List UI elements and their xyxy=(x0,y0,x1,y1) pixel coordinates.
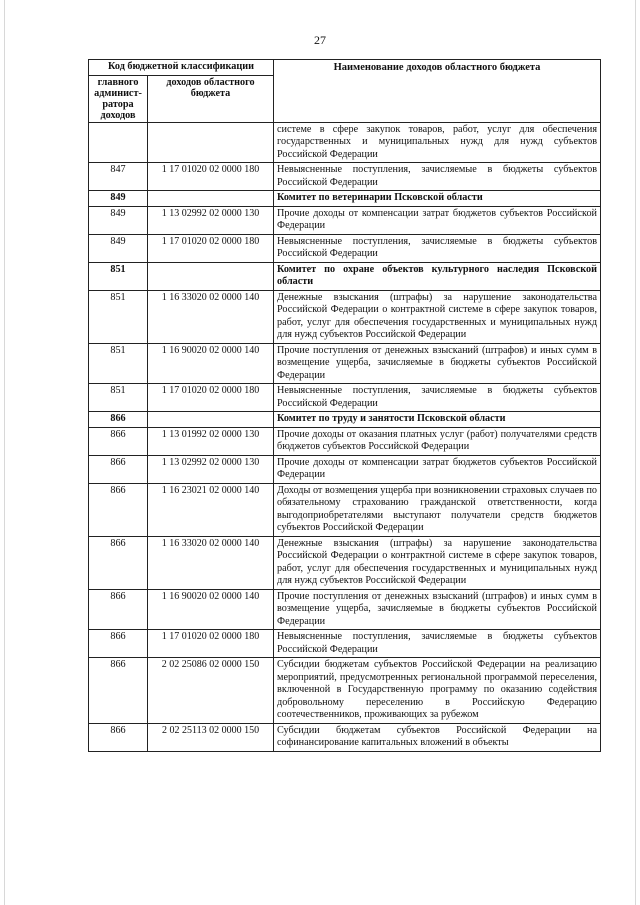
income-name-cell: Прочие доходы от оказания платных услуг (работ) получателями средств бюджетов субъектов Российской Федерации xyxy=(274,427,601,455)
income-name-cell: Прочие доходы от компенсации затрат бюджетов субъектов Российской Федерации xyxy=(274,455,601,483)
budget-code-cell: 1 17 01020 02 0000 180 xyxy=(148,234,274,262)
budget-code-cell: 1 13 01992 02 0000 130 xyxy=(148,427,274,455)
scan-edge-left xyxy=(4,0,5,905)
department-row xyxy=(89,262,601,290)
income-name-cell: Субсидии бюджетам субъектов Российской Федерации на реализацию мероприятий, предусмотренных региональной программой переселения, включенной в Государственную программу по оказанию содействия добровольному переселению в Российскую Федерацию соотечественников, проживающих за рубежом xyxy=(274,658,601,724)
budget-code-cell: 1 16 33020 02 0000 140 xyxy=(148,290,274,343)
admin-code-cell: 866 xyxy=(89,536,148,589)
header-code-column: доходов областного бюджета xyxy=(148,75,274,122)
budget-code-cell: 1 13 02992 02 0000 130 xyxy=(148,206,274,234)
income-name-cell: Прочие доходы от компенсации затрат бюджетов субъектов Российской Федерации xyxy=(274,206,601,234)
admin-code-cell: 851 xyxy=(89,262,148,290)
budget-code-cell: 1 16 90020 02 0000 140 xyxy=(148,589,274,630)
budget-code-cell xyxy=(148,191,274,207)
income-name-cell: Невыясненные поступления, зачисляемые в бюджеты субъектов Российской Федерации xyxy=(274,630,601,658)
table-row xyxy=(89,290,601,343)
income-name-cell: Доходы от возмещения ущерба при возникновении страховых случаев по обязательному страхованию гражданской ответственности, когда выгодоприобретателями выступают получатели средств бюджетов субъектов Российской Федерации xyxy=(274,483,601,536)
admin-code-cell: 866 xyxy=(89,630,148,658)
admin-code-cell: 851 xyxy=(89,343,148,384)
budget-code-cell: 1 13 02992 02 0000 130 xyxy=(148,455,274,483)
income-name-cell: Комитет по труду и занятости Псковской области xyxy=(274,412,601,428)
admin-code-cell: 866 xyxy=(89,412,148,428)
table-row xyxy=(89,483,601,536)
page-number: 27 xyxy=(314,33,326,47)
income-name-cell: Комитет по ветеринарии Псковской области xyxy=(274,191,601,207)
budget-code-cell: 1 16 90020 02 0000 140 xyxy=(148,343,274,384)
income-name-cell: Прочие поступления от денежных взысканий (штрафов) и иных сумм в возмещение ущерба, зачисляемые в бюджеты субъектов Российской Федерации xyxy=(274,343,601,384)
income-name-cell: Денежные взыскания (штрафы) за нарушение законодательства Российской Федерации о контрактной системе в сфере закупок товаров, работ, услуг для обеспечения государственных и муниципальных нужд для нужд субъектов Российской Федерации xyxy=(274,536,601,589)
table-row xyxy=(89,163,601,191)
income-name-cell: системе в сфере закупок товаров, работ, услуг для обеспечения государственных и муниципальных нужд для нужд субъектов Российской Федерации xyxy=(274,122,601,163)
budget-code-cell xyxy=(148,262,274,290)
table-row xyxy=(89,206,601,234)
income-name-cell: Невыясненные поступления, зачисляемые в бюджеты субъектов Российской Федерации xyxy=(274,234,601,262)
admin-code-cell xyxy=(89,122,148,163)
table-row xyxy=(89,122,601,163)
budget-code-cell: 1 16 23021 02 0000 140 xyxy=(148,483,274,536)
admin-code-cell: 866 xyxy=(89,483,148,536)
table-row xyxy=(89,384,601,412)
table-row xyxy=(89,427,601,455)
admin-code-cell: 866 xyxy=(89,723,148,751)
table-row xyxy=(89,343,601,384)
budget-code-cell: 1 17 01020 02 0000 180 xyxy=(148,630,274,658)
admin-code-cell: 847 xyxy=(89,163,148,191)
budget-code-cell: 2 02 25113 02 0000 150 xyxy=(148,723,274,751)
table-body xyxy=(89,122,601,751)
table-header xyxy=(89,60,601,123)
department-row xyxy=(89,191,601,207)
admin-code-cell: 851 xyxy=(89,384,148,412)
budget-code-cell: 2 02 25086 02 0000 150 xyxy=(148,658,274,724)
admin-code-cell: 866 xyxy=(89,589,148,630)
admin-code-cell: 866 xyxy=(89,658,148,724)
admin-code-cell: 866 xyxy=(89,455,148,483)
income-name-cell: Невыясненные поступления, зачисляемые в бюджеты субъектов Российской Федерации xyxy=(274,163,601,191)
table-row xyxy=(89,630,601,658)
budget-code-cell xyxy=(148,122,274,163)
budget-code-cell: 1 16 33020 02 0000 140 xyxy=(148,536,274,589)
income-name-cell: Субсидии бюджетам субъектов Российской Федерации на софинансирование капитальных вложений в объекты xyxy=(274,723,601,751)
budget-code-cell xyxy=(148,412,274,428)
header-admin-column: главного админист-ратора доходов xyxy=(89,75,148,122)
budget-code-cell: 1 17 01020 02 0000 180 xyxy=(148,163,274,191)
table-row xyxy=(89,658,601,724)
admin-code-cell: 851 xyxy=(89,290,148,343)
scan-edge-right xyxy=(635,0,636,905)
table-row xyxy=(89,455,601,483)
admin-code-cell: 866 xyxy=(89,427,148,455)
admin-code-cell: 849 xyxy=(89,206,148,234)
header-classification-code: Код бюджетной классификации xyxy=(89,60,274,76)
income-name-cell: Невыясненные поступления, зачисляемые в бюджеты субъектов Российской Федерации xyxy=(274,384,601,412)
income-name-cell: Комитет по охране объектов культурного наследия Псковской области xyxy=(274,262,601,290)
income-name-cell: Прочие поступления от денежных взысканий (штрафов) и иных сумм в возмещение ущерба, зачисляемые в бюджеты субъектов Российской Федерации xyxy=(274,589,601,630)
table-row xyxy=(89,723,601,751)
table-row xyxy=(89,536,601,589)
header-income-name: Наименование доходов областного бюджета xyxy=(274,60,601,123)
budget-income-table xyxy=(88,59,601,752)
income-name-cell: Денежные взыскания (штрафы) за нарушение законодательства Российской Федерации о контрактной системе в сфере закупок товаров, работ, услуг для обеспечения государственных и муниципальных нужд для нужд субъектов Российской Федерации xyxy=(274,290,601,343)
department-row xyxy=(89,412,601,428)
budget-code-cell: 1 17 01020 02 0000 180 xyxy=(148,384,274,412)
admin-code-cell: 849 xyxy=(89,234,148,262)
table-row xyxy=(89,234,601,262)
table-row xyxy=(89,589,601,630)
admin-code-cell: 849 xyxy=(89,191,148,207)
